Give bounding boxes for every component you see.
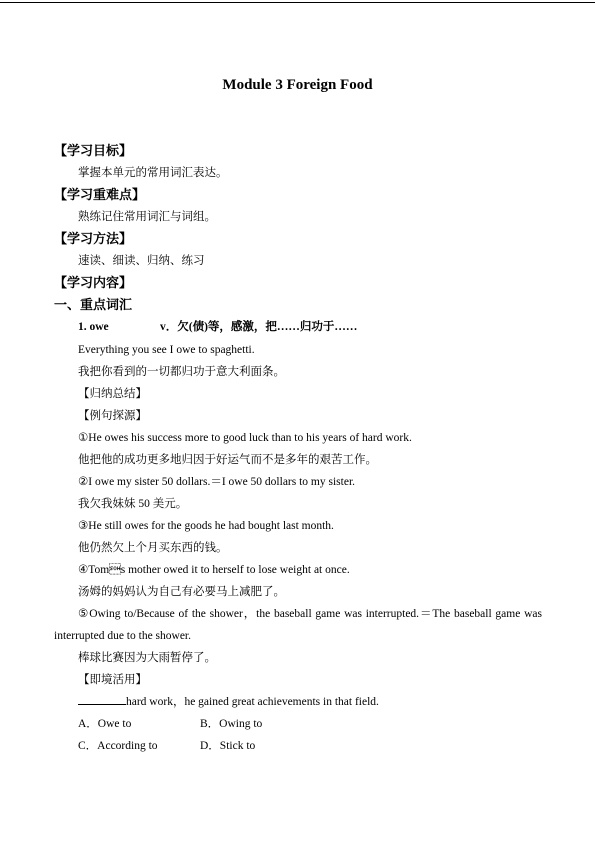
- example-3-zh: 他仍然欠上个月买东西的钱。: [78, 542, 228, 554]
- example-2-en: ②I owe my sister 50 dollars.＝I owe 50 dollars to my sister.: [78, 476, 356, 488]
- practice-question: [78, 694, 379, 710]
- example-5-zh: 棒球比赛因为大雨暂停了。: [78, 652, 216, 664]
- key-points-heading: 【学习重难点】: [54, 187, 146, 202]
- example-1-zh: 他把他的成功更多地归因于好运气而不是多年的艰苦工作。: [78, 454, 377, 466]
- summary-label: 【归纳总结】: [78, 388, 147, 400]
- method-heading: 【学习方法】: [54, 231, 133, 246]
- option-b: B．Owing to: [200, 718, 263, 730]
- practice-label: 【即境活用】: [78, 674, 147, 686]
- example-5-en: ⑤Owing to/Because of the shower，the baseball game was interrupted.＝The baseball game was interrupted due to the shower.: [54, 608, 542, 642]
- example-3-en: ③He still owes for the goods he had bought last month.: [78, 520, 334, 532]
- example-2-zh: 我欠我妹妹 50 美元。: [78, 498, 188, 510]
- key-points-text: 熟练记住常用词汇与词组。: [78, 211, 216, 223]
- example-1-en: ①He owes his success more to good luck than to his years of hard work.: [78, 432, 412, 444]
- option-c: C．According to: [78, 740, 158, 752]
- top-rule: [0, 2, 595, 3]
- content-heading: 【学习内容】: [54, 275, 133, 290]
- vocab-heading: 一、重点词汇: [54, 297, 133, 312]
- source-label: 【例句探源】: [78, 410, 147, 422]
- goals-text: 掌握本单元的常用词汇表达。: [78, 167, 228, 179]
- option-d: D．Stick to: [200, 740, 256, 752]
- example-4-zh: 汤姆的妈妈认为自己有必要马上减肥了。: [78, 586, 285, 598]
- entry-example-en: Everything you see I owe to spaghetti.: [78, 344, 255, 356]
- method-text: 速读、细读、归纳、练习: [78, 255, 205, 267]
- entry-example-zh: 我把你看到的一切都归功于意大利面条。: [78, 366, 285, 378]
- option-a: A．Owe to: [78, 718, 132, 730]
- practice-question-text: hard work，he gained great achievements in that field.: [126, 696, 379, 708]
- goals-heading: 【学习目标】: [54, 143, 133, 158]
- entry-definition: v．欠(债)等，感激，把……归功于……: [160, 321, 358, 333]
- page-title: Module 3 Foreign Food: [222, 77, 373, 93]
- example-4-en: ④Toms mother owed it to herself to lose weight at once.: [78, 564, 350, 576]
- entry-word: 1. owe: [78, 321, 109, 333]
- answer-blank: [78, 694, 126, 705]
